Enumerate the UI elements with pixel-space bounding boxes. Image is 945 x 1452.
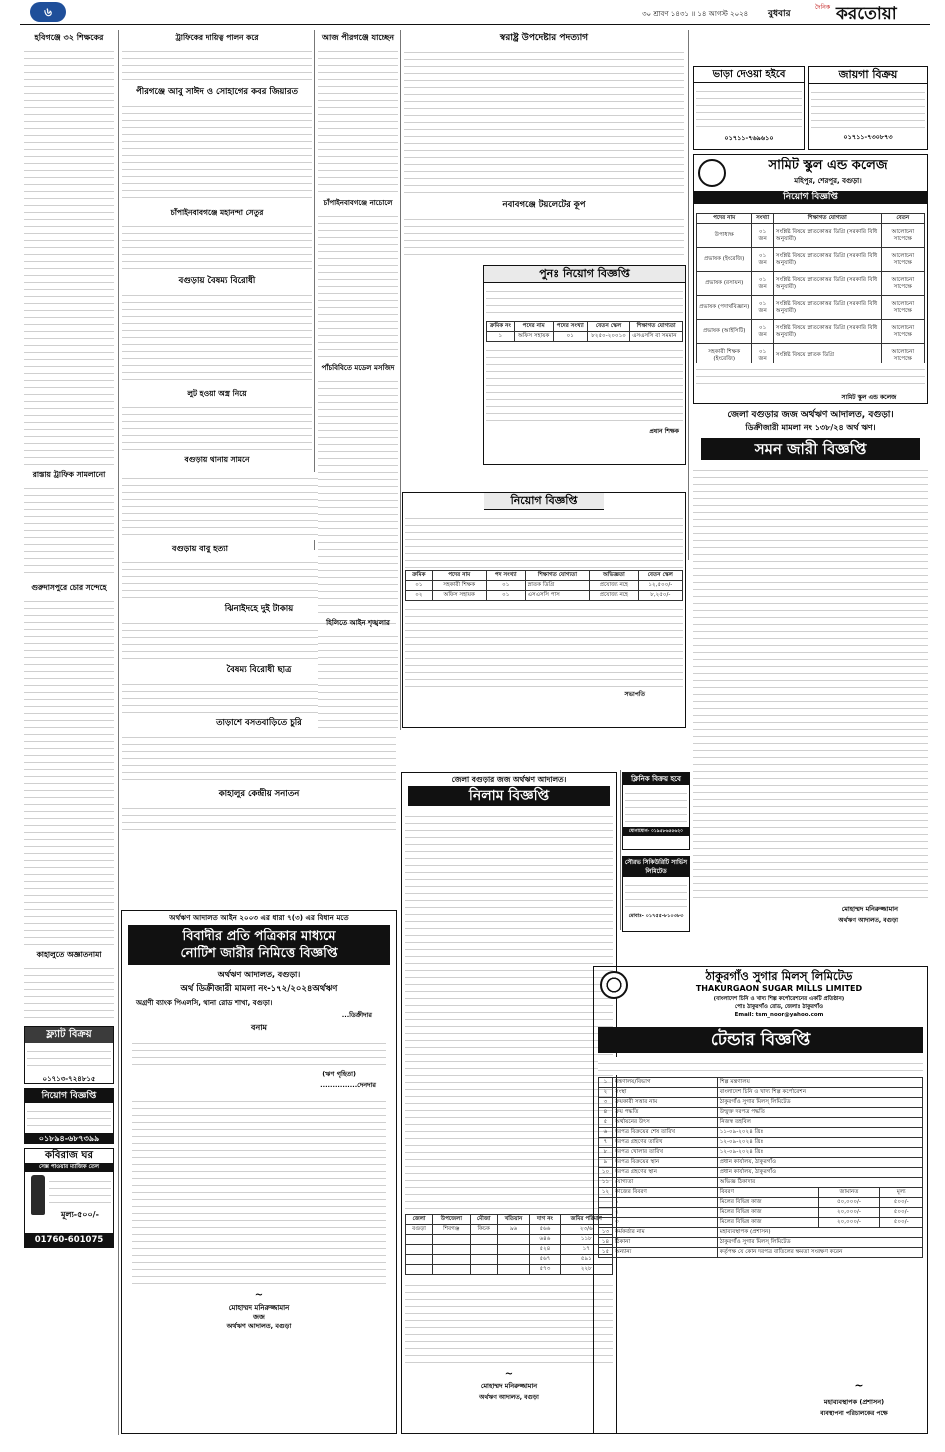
kobiraj-ad xyxy=(24,1148,114,1248)
brand-small: দৈনিক xyxy=(815,4,831,11)
flat-sale-ad xyxy=(24,1026,114,1084)
security-ad xyxy=(622,856,690,932)
table-row: প্রভাষক (রসায়ন) ০১ জন সংশ্লিষ্ট বিষয়ে স্নাতকোত্তর ডিগ্রি (সরকারি বিধি অনুযায়ী) আলোচনা সাপেক্ষে xyxy=(697,272,925,296)
land-sale-ad xyxy=(808,66,928,150)
headline: হিলিতে আইন শৃঙ্খলার xyxy=(326,619,390,627)
rejob-ad xyxy=(483,265,686,465)
summons-sign-2: অর্থঋণ আদালত, বগুড়া xyxy=(838,917,898,924)
legal-sign-3: অর্থঋণ আদালত, বগুড়া xyxy=(226,1322,292,1330)
legal-decree: ...ডিক্রীদার xyxy=(341,1011,372,1019)
headline: স্বরাষ্ট্র উপদেষ্টার পদত্যাগ xyxy=(499,33,589,43)
ad-phone: ০১৭১৩-৭২৪৮১৫ xyxy=(42,1075,96,1083)
headline: ঝিনাইদহে দুই টাকায় xyxy=(224,604,294,614)
ad-sign: সভাপতি xyxy=(624,691,645,698)
auction-signature-mark: ~ xyxy=(504,1369,514,1380)
ad-sign: সামিট স্কুল এন্ড কলেজ xyxy=(841,394,897,401)
court-title: জেলা বগুড়ার জজ অর্থঋণ আদালত, বগুড়া। xyxy=(727,410,894,420)
table-header: পদের নাম xyxy=(697,214,752,224)
ad-phone: মোবাঃ- ০১৭৫৫-৮১০৩৮৩ xyxy=(628,913,684,919)
table-row: প্রভাষক (ইংরেজি) ০১ জন সংশ্লিষ্ট বিষয়ে স্নাতকোত্তর ডিগ্রি (সরকারি বিধি অনুযায়ী) আলোচনা সাপেক্ষে xyxy=(697,248,925,272)
ad-phone: ০১৮৯৪-৬৮৭৩৯৯ xyxy=(25,1133,113,1144)
tender-signature-mark: ~ xyxy=(854,1379,864,1392)
summit-table xyxy=(696,213,925,368)
headline: লুট হওয়া অস্ত্র নিয়ে xyxy=(187,389,247,398)
ad-title: ভাড়া দেওয়া হইবে xyxy=(694,67,804,83)
table-header: বেতন xyxy=(881,214,924,224)
rent-ad xyxy=(693,66,805,150)
summons-title: সমন জারী বিজ্ঞপ্তি xyxy=(701,438,920,460)
ad-title: কবিরাজ ঘর xyxy=(45,1150,93,1161)
summit-school-ad xyxy=(693,154,928,404)
legal-sign-2: জজ xyxy=(253,1313,265,1321)
ad-title: নিয়োগ বিজ্ঞপ্তি xyxy=(484,493,604,510)
issue-date: ৩০ শ্রাবণ ১৪৩১ ॥ ১৪ আগস্ট ২০২৪ xyxy=(642,10,749,18)
column-3 xyxy=(318,32,398,722)
school-name: সামিট স্কুল এন্ড কলেজ xyxy=(768,158,888,173)
auction-top: জেলা বগুড়ার জজ অর্থঋণ আদালত। xyxy=(451,775,567,784)
brand-logo: করতোয়া xyxy=(836,4,897,24)
bottle-icon xyxy=(31,1175,45,1215)
headline-traffic: রাস্তায় ট্রাফিক সামলানো xyxy=(32,470,106,479)
job-ad-2 xyxy=(402,492,686,728)
summons-sign: মোহাম্মদ মনিরুজ্জামান xyxy=(841,905,898,913)
auction-title: নিলাম বিজ্ঞপ্তি xyxy=(408,786,610,806)
school-logo-icon xyxy=(698,159,726,187)
table-header: পদের নাম xyxy=(432,571,486,581)
legal-title-2: নোটিশ জারীর নিমিত্তে বিজ্ঞপ্তি xyxy=(180,946,338,961)
headline: নবাবগঞ্জে টয়লেটের কূপ xyxy=(502,200,586,210)
column-2 xyxy=(122,32,312,537)
article-body xyxy=(24,482,114,578)
headline: বগুড়ায় থানায় সামনে xyxy=(184,455,250,464)
headline: পীরগঞ্জে আবু সাঈদ ও সোহাগের কবর জিয়ারত xyxy=(136,87,298,97)
legal-debtor-2: ...............দেনদার xyxy=(320,1081,376,1089)
mill-address: পোঃ ঠাকুরগাঁও রোড, জেলাঃ ঠাকুরগাঁও xyxy=(734,1004,824,1010)
table-header: পদের সংখ্যা xyxy=(553,322,587,332)
table-header: শিক্ষাগত যোগ্যতা xyxy=(630,322,683,332)
ad-phone: যোগাযোগ- ০১৯৫৮৬৫৫৬২০ xyxy=(623,827,689,836)
mill-email: Email: tsm_noor@yahoo.com xyxy=(734,1012,824,1018)
page-number-badge xyxy=(30,2,66,22)
legal-sign: মোহাম্মদ মনিরুজ্জামান xyxy=(228,1304,290,1312)
rejob-table: ক্রমিক নং পদের নাম পদের সংখ্যা বেতন স্কেল শিক্ষাগত যোগ্যতা ১ অফিস সহায়ক ০১ ৮২৫০-২০০১০ এসএসসি বা সমমান xyxy=(486,321,683,342)
column-4 xyxy=(404,32,684,267)
headline-kahalu: কাহালুতে অজ্ঞাতনামা xyxy=(36,950,102,959)
page-number: ৬ xyxy=(44,5,52,19)
auction-sign: মোহাম্মদ মনিরুজ্জামান xyxy=(480,1382,538,1390)
clinic-sale-ad xyxy=(622,772,690,850)
headline-habiganj: হবিগঞ্জে ৩২ শিক্ষকের xyxy=(34,33,104,42)
headline: চাঁপাইনবাবগঞ্জে মহানন্দা সেতুর xyxy=(170,208,264,217)
legal-top: অর্থঋণ আদালত আইন ২০০৩ এর ধারা ৭(৩) এর বিধান মতে xyxy=(169,913,349,922)
legal-signature-mark: ~ xyxy=(254,1290,264,1301)
headline: বগুড়ায় বাবু হত্যা xyxy=(172,544,228,553)
column-1 xyxy=(24,32,114,1432)
legal-title-1: বিবাদীর প্রতি পত্রিকার মাধ্যমে xyxy=(182,929,336,944)
ad-phone: ০১৭১১-৭৩০৮৭৩ xyxy=(843,133,893,141)
issue-day: বুধবার xyxy=(768,9,791,19)
table-row: উপাধ্যক্ষ ০১ জন সংশ্লিষ্ট বিষয়ে স্নাতকোত্তর ডিগ্রি (সরকারি বিধি অনুযায়ী) আলোচনা সাপেক্ষে xyxy=(697,224,925,248)
legal-bank: অগ্রণী ব্যাংক পিএলসি, থানা রোড শাখা, বগুড়া। xyxy=(136,999,273,1007)
ad-phone: 01760-601075 xyxy=(25,1233,113,1247)
legal-vs: বনাম xyxy=(251,1023,267,1032)
table-row: সহকারী শিক্ষক (ইংরেজি) ০১ জন সংশ্লিষ্ট বিষয়ে স্নাতক ডিগ্রি আলোচনা সাপেক্ষে xyxy=(697,344,925,368)
headline: কাহালুর কেন্দ্রীয় সনাতন xyxy=(218,789,300,799)
notice-title: নিয়োগ বিজ্ঞপ্তি xyxy=(694,191,927,204)
ad-title: ক্লিনিক বিক্রয় হবে xyxy=(623,773,689,785)
court-case: ডিক্রীজারী মামলা নং ১৩৮/২৪ অর্থ ঋণ। xyxy=(745,423,876,432)
headline: পাঁচবিবিতে মডেল মসজিদ xyxy=(321,364,395,372)
auction-notice-ad xyxy=(401,772,617,1434)
headline-gurudaspur: গুরুদাসপুরে চোর সন্দেহে xyxy=(31,583,107,592)
table-header: পদ সংখ্যা xyxy=(486,571,525,581)
legal-case: অর্থ ডিক্রীজারী মামলা নং-১৭২/২০২৪অর্থঋণ xyxy=(180,984,338,994)
auction-table: জেলা উপজেলা মৌজা খতিয়ান দাগ নং জমির পরিমাণ বগুড়া শিবগঞ্জ কিচক ৯৬ ৫৬৬ ২৩/৬ ৬৪৬ ১১৮ ৫২৪ ১৭ ৫৬৭ ৫৯১ ৫৭৩ ২২৮ xyxy=(405,1214,613,1275)
table-header: বেতন স্কেল xyxy=(638,571,682,581)
job-table: ক্রমিক পদের নাম পদ সংখ্যা শিক্ষাগত যোগ্যতা অভিজ্ঞতা বেতন স্কেল ০১ সহকারী শিক্ষক ০১ স্নাতক ডিগ্রি প্রযোজ্য নহে ১২,৫০০/- ০২ অফিস সহায়ক ০১ এসএসসি পাস প্রযোজ্য নহে ৮,২৫০/- xyxy=(405,570,683,601)
headline: তাড়াশে বসতবাড়িতে চুরি xyxy=(216,718,302,728)
masthead xyxy=(0,0,945,24)
tender-ad xyxy=(593,966,928,1434)
article-body xyxy=(24,595,114,945)
job-ad xyxy=(24,1088,114,1144)
article-body xyxy=(24,45,114,465)
table-header: অভিজ্ঞতা xyxy=(590,571,638,581)
ad-title: জায়গা বিক্রয় xyxy=(809,67,927,84)
headline: বৈষম্য বিরোধী ছাত্র xyxy=(226,665,292,675)
tender-sign-2: ব্যবস্থাপনা পরিচালকের পক্ষে xyxy=(820,1410,888,1417)
headline: চাঁপাইনবাবগঞ্জে নাচোলে xyxy=(323,199,393,207)
tender-title: টেন্ডার বিজ্ঞপ্তি xyxy=(598,1027,923,1053)
table-header: শিক্ষাগত যোগ্যতা xyxy=(525,571,589,581)
ad-phone: ০১৭১১-৭৬৯৬১০ xyxy=(724,134,774,142)
table-header: ক্রমিক নং xyxy=(487,322,515,332)
ad-title: নিয়োগ বিজ্ঞপ্তি xyxy=(25,1089,113,1103)
article-body xyxy=(24,962,114,1018)
headline: আজ পীরগঞ্জে যাচ্ছেন xyxy=(322,33,394,42)
auction-sign-2: অর্থঋণ আদালত, বগুড়া xyxy=(479,1394,539,1401)
legal-court: অর্থঋণ আদালত, বগুড়া। xyxy=(217,970,301,979)
table-header: শিক্ষাগত যোগ্যতা xyxy=(773,214,881,224)
mill-name-en: THAKURGAON SUGAR MILLS LIMITED xyxy=(695,984,863,993)
headline: বগুড়ায় বৈষম্য বিরোধী xyxy=(178,276,256,286)
ad-title: সৌরভ সিকিউরিটি সার্ভিস লিমিটেড xyxy=(624,859,688,875)
tender-table: ১ মন্ত্রণালয়/বিভাগ শিল্প মন্ত্রণালয় ২ সংস্থা বাংলাদেশ চিনি ও খাদ্য শিল্প কর্পোরেশন ৩ ক্রয়কারী সত্তার নাম ঠাকুরগাঁও সুগার মিলস্ লিমিটেড ৪ ক্রয় পদ্ধতি উন্মুক্ত দরপত্র পদ্ধতি ৫ অর্থায়নের উৎস নিজস্ব তহবিল ৬ দরপত্র বিক্রয়ের শেষ তারিখ ১১-০৯-২০২৪ খ্রিঃ ৭ দরপত্র গ্রহণের তারিখ ১২-০৯-২০২৪ খ্রিঃ ৮ দরপত্র খোলার তারিখ ১২-০৯-২০২৪ খ্রিঃ ৯ দরপত্র বিক্রয়ের স্থান প্রধান কার্যালয়, ঠাকুরগাঁও ১০ দরপত্র গ্রহণের স্থান প্রধান কার্যালয়, ঠাকুরগাঁও ১১ যোগ্যতা অভিজ্ঞ ঠিকাদার ১২ কাজের বিবরণ বিবরণ জামানত মূল্য ১ মিলের বিভিন্ন কাজ ৫০,০০০/- ৫০০/- ২ মিলের বিভিন্ন কাজ ২০,০০০/- ৫০০/- ৩ মিলের বিভিন্ন কাজ ২০,০০০/- ৫০০/- ১৩ কর্মকর্তার নাম মহাব্যবস্থাপক (প্রশাসন) ১৪ ঠিকানা ঠাকুরগাঁও সুগার মিলস্ লিমিটেড ১৫ অন্যান্য কর্তৃপক্ষ যে কোন দরপত্র বাতিলের ক্ষমতা সংরক্ষণ করেন xyxy=(598,1077,923,1258)
ad-title: পুনঃ নিয়োগ বিজ্ঞপ্তি xyxy=(484,266,685,283)
table-row: প্রভাষক (আইসিটি) ০১ জন সংশ্লিষ্ট বিষয়ে স্নাতকোত্তর ডিগ্রি (সরকারি বিধি অনুযায়ী) আলোচনা সাপেক্ষে xyxy=(697,320,925,344)
school-address: মহিপুর, শেরপুর, বগুড়া। xyxy=(794,177,862,185)
legal-notice-ad xyxy=(121,910,397,1434)
court-summons xyxy=(693,408,928,963)
table-header: ক্রমিক xyxy=(406,571,433,581)
mill-logo-icon xyxy=(600,971,628,999)
ad-title: ফ্ল্যাট বিক্রয় xyxy=(25,1027,113,1043)
mill-name-bn: ঠাকুরগাঁও সুগার মিলস্ লিমিটেড xyxy=(705,969,853,983)
ad-subtitle: সেক্স পাওয়ার ম্যাজিক তেল xyxy=(25,1163,113,1172)
legal-debtor: (ঋণ গৃহিতা) xyxy=(322,1070,356,1078)
mill-subtitle: (বাংলাদেশ চিনি ও খাদ্য শিল্প কর্পোরেশনের একটি প্রতিষ্ঠান) xyxy=(713,996,845,1002)
ad-sign: প্রধান শিক্ষক xyxy=(649,428,679,435)
tender-sign: মহাব্যবস্থাপক (প্রশাসন) xyxy=(823,1398,885,1406)
table-header: সংখ্যা xyxy=(752,214,773,224)
table-header: পদের নাম xyxy=(514,322,553,332)
ad-price: মূল্য-৫০০/- xyxy=(61,1210,99,1219)
table-row: প্রভাষক (পদার্থবিজ্ঞান) ০১ জন সংশ্লিষ্ট বিষয়ে স্নাতকোত্তর ডিগ্রি (সরকারি বিধি অনুযায়ী) আলোচনা সাপেক্ষে xyxy=(697,296,925,320)
headline: ট্রাফিকের দায়িত্ব পালন করে xyxy=(175,33,259,42)
table-header: বেতন স্কেল xyxy=(587,322,629,332)
